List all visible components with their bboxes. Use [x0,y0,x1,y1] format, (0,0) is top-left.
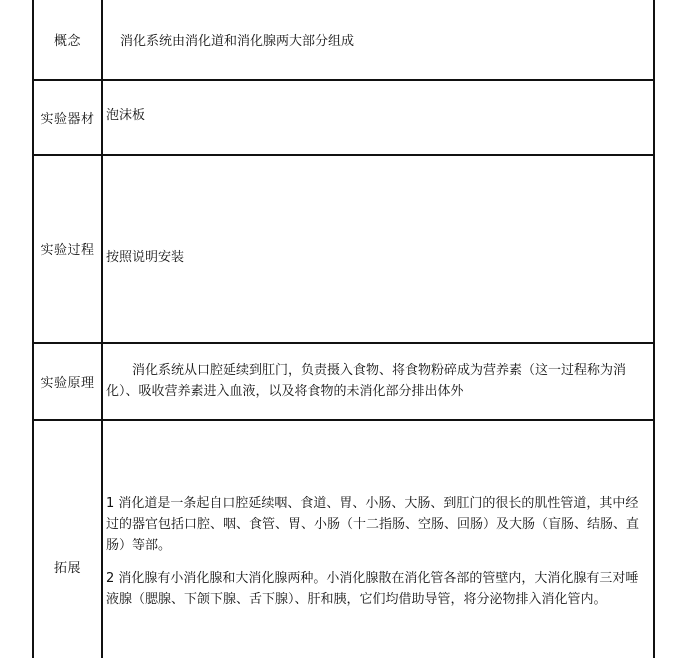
principle-content: 消化系统从口腔延续到肛门，负责摄入食物、将食物粉碎成为营养素（这一过程称为消化）、吸收营养素进入血液，以及将食物的未消化部分排出体外 [106,363,627,399]
extension-paragraph: 1 消化道是一条起自口腔延续咽、食道、胃、小肠、大肠、到肛门的很长的肌性管道，其中经过的器官包括口腔、咽、食管、胃、小肠（十二指肠、空肠、回肠）及大肠（盲肠、结肠、直肠）等部。 [106,496,640,553]
column-divider [101,0,103,658]
extension-content [106,493,647,610]
row-divider [34,342,653,344]
row-label-extension: 拓展 [53,560,81,576]
extension-paragraph: 2 消化腺有小消化腺和大消化腺两种。小消化腺散在消化管各部的管壁内，大消化腺有三对唾液腺（腮腺、下颌下腺、舌下腺）、肝和胰，它们均借助导管，将分泌物排入消化管内。 [106,571,639,607]
row-label-procedure: 实验过程 [40,242,95,258]
row-divider [34,154,653,156]
row-label-materials: 实验器材 [40,112,95,127]
row-label-principle: 实验原理 [40,376,95,391]
materials-content: 泡沫板 [106,108,146,123]
concept-content: 消化系统由消化道和消化腺两大部分组成 [120,34,355,49]
experiment-table [32,0,655,658]
procedure-content: 按照说明安装 [106,250,185,265]
row-divider [34,419,653,421]
row-label-concept: 概念 [53,34,81,49]
row-divider [34,79,653,81]
